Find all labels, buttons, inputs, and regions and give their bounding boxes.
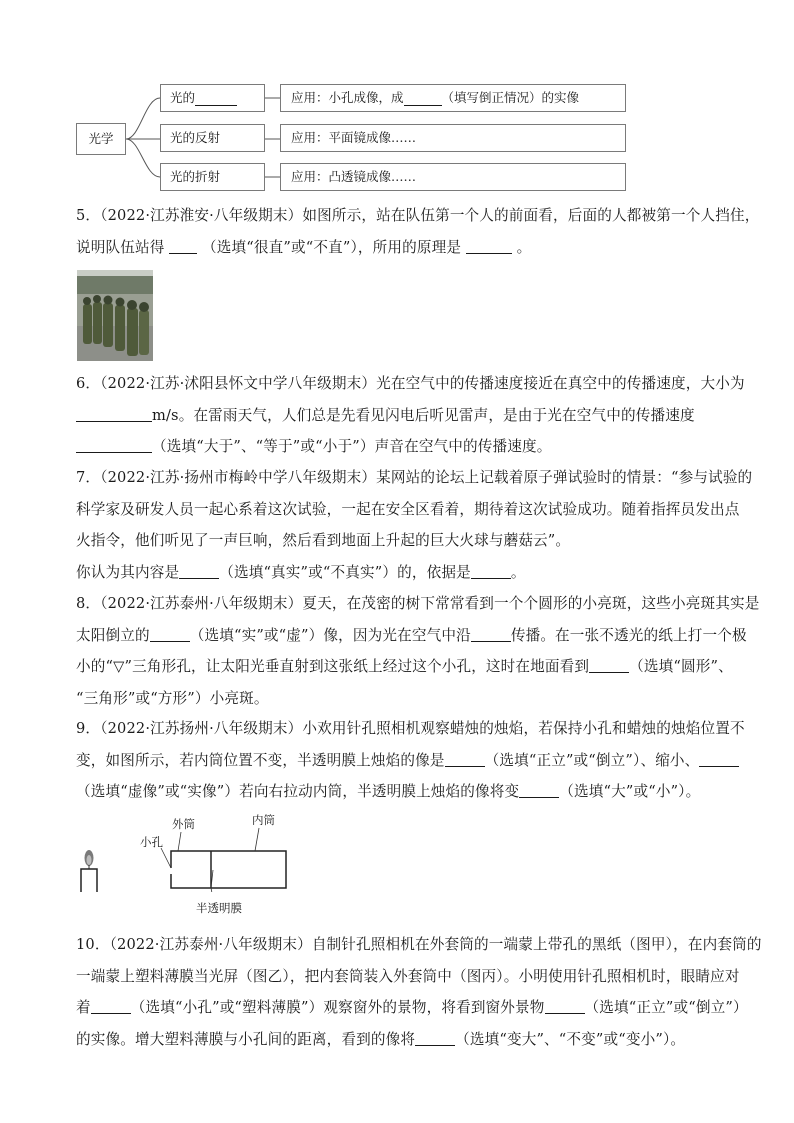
question-line	[76, 232, 716, 264]
question-text: m/s。在雷雨天气，人们总是先看见闪电后听见雷声，是由于光在空气中的传播速度	[152, 406, 695, 424]
branch-label: 光的	[170, 89, 196, 105]
branch-reflection	[160, 124, 265, 152]
answer-blank[interactable]	[76, 438, 152, 453]
answer-blank[interactable]	[76, 407, 152, 422]
film-label: 半透明膜	[196, 901, 242, 915]
question-line	[76, 776, 716, 808]
mindmap-root	[76, 123, 126, 155]
question-text: 8．（2022·江苏泰州·八年级期末）夏天，在茂密的树下常常看到一个个圆形的小亮斑，这些小亮斑其实是	[76, 595, 760, 612]
answer-blank[interactable]	[519, 783, 559, 798]
answer-blank[interactable]	[445, 752, 485, 767]
answer-blank[interactable]	[471, 564, 511, 579]
question-line	[76, 400, 716, 432]
branch-label: 光的折射	[170, 168, 221, 184]
application-text: （填写倒正情况）的实像	[441, 89, 580, 105]
pinhole-camera-diagram	[70, 808, 310, 892]
application-box-3	[280, 163, 626, 191]
question-line	[76, 1024, 716, 1056]
question-text: （选填“小孔”或“塑料薄膜”）观察窗外的景物，将看到窗外景物	[130, 999, 545, 1016]
question-7	[76, 462, 753, 588]
answer-blank[interactable]	[589, 658, 629, 673]
question-text: 5．（2022·江苏淮安·八年级期末）如图所示，站在队伍第一个人的前面看，后面的人都被第一个人挡住，	[76, 207, 760, 224]
question-text: 说明队伍站得	[76, 238, 170, 256]
question-text: 7．（2022·江苏·扬州市梅岭中学八年级期末）某网站的论坛上记载着原子弹试验时的情景：“参与试验的	[76, 469, 753, 486]
question-text: 变，如图所示，若内筒位置不变，半透明膜上烛焰的像是	[76, 751, 445, 769]
question-text: 太阳倒立的	[76, 626, 150, 644]
question-text: 小的“▽”三角形孔，让太阳光垂直射到这张纸上经过这个小孔，这时在地面看到	[76, 658, 590, 675]
soldiers-queue-photo	[77, 270, 153, 361]
answer-blank[interactable]	[545, 999, 585, 1014]
question-line	[76, 557, 716, 589]
application-text: 应用：凸透镜成像……	[291, 168, 417, 184]
question-text: （选填“变大”、“不变”或“变小”）。	[455, 1030, 686, 1048]
answer-blank[interactable]	[91, 999, 131, 1014]
question-10	[76, 929, 762, 1055]
answer-blank[interactable]	[471, 627, 511, 642]
answer-blank[interactable]	[404, 91, 442, 106]
question-line	[76, 620, 747, 652]
application-text: 应用：小孔成像，成	[291, 89, 404, 105]
application-box-1	[280, 84, 626, 112]
answer-blank[interactable]	[699, 752, 739, 767]
question-text: （选填“圆形”、	[629, 658, 733, 675]
candle-icon	[81, 850, 97, 892]
question-text: 传播。在一张不透光的纸上打一个极	[510, 626, 747, 644]
answer-blank[interactable]	[179, 564, 219, 579]
answer-blank[interactable]	[466, 239, 512, 254]
answer-blank[interactable]	[169, 239, 197, 254]
answer-blank[interactable]	[150, 627, 190, 642]
branch-propagation	[160, 84, 265, 112]
question-8	[76, 588, 760, 714]
question-line	[76, 992, 748, 1024]
question-text: （选填“很直”或“不直”），所用的原理是	[197, 238, 466, 256]
branch-label: 光的反射	[170, 129, 221, 145]
question-5	[76, 200, 760, 263]
question-text: 10．（2022·江苏泰州·八年级期末）自制针孔照相机在外套筒的一端蒙上带孔的黑纸（图甲），在内套筒的	[76, 936, 762, 953]
question-text: 一端蒙上塑料薄膜当光屏（图乙），把内套筒装入外套筒中（图丙）。小明使用针孔照相机时，眼睛应对	[76, 967, 740, 985]
mindmap-root-label: 光学	[88, 130, 114, 146]
question-text: （选填“大”或“小”）。	[559, 783, 701, 800]
question-text: 。	[511, 238, 532, 256]
question-text: （选填“实”或“虚”）像，因为光在空气中沿	[189, 626, 471, 644]
answer-blank[interactable]	[195, 91, 237, 106]
application-text: 应用：平面镜成像……	[291, 129, 417, 145]
question-text: 你认为其内容是	[76, 563, 180, 581]
answer-blank[interactable]	[415, 1031, 455, 1046]
inner-tube-label: 内筒	[252, 813, 275, 827]
question-line	[76, 651, 733, 683]
question-line	[76, 431, 716, 463]
branch-refraction	[160, 163, 265, 191]
application-box-2	[280, 124, 626, 152]
connector-bottom	[126, 139, 160, 177]
question-text: 火指令，他们听见了一声巨响，然后看到地面上升起的巨大火球与蘑菇云”。	[76, 532, 571, 549]
question-text: 的实像。增大塑料薄膜与小孔间的距离，看到的像将	[76, 1030, 416, 1048]
question-text: 6．（2022·江苏·沭阳县怀文中学八年级期末）光在空气中的传播速度接近在真空中的传播速度，大小为	[76, 375, 745, 392]
question-9	[76, 713, 745, 808]
connector-top	[126, 98, 160, 139]
question-text: （选填“正立”或“倒立”）、缩小、	[484, 751, 700, 769]
question-text: （选填“大于”、“等于”或“小于”）声音在空气中的传播速度。	[152, 438, 552, 455]
outer-tube-label: 外筒	[172, 817, 195, 831]
question-text: （选填“真实”或“不真实”）的，依据是	[219, 563, 471, 581]
question-text: （选填“虚像”或“实像”）若向右拉动内筒，半透明膜上烛焰的像将变	[76, 783, 520, 800]
outer-tube	[171, 851, 286, 888]
question-text: “三角形”或“方形”）小亮斑。	[76, 689, 269, 707]
pinhole-label: 小孔	[140, 835, 163, 849]
question-text: 着	[76, 999, 91, 1016]
question-text: 9．（2022·江苏扬州·八年级期末）小欢用针孔照相机观察蜡烛的烛焰，若保持小孔和蜡烛的烛焰位置不	[76, 720, 745, 737]
question-line	[76, 745, 716, 777]
question-text: 。	[510, 563, 526, 581]
question-text: （选填“正立”或“倒立”）	[584, 999, 748, 1016]
question-6	[76, 368, 745, 463]
question-text: 科学家及研发人员一起心系着这次试验，一起在安全区看着，期待着这次试验成功。随着指挥员发出点	[76, 500, 740, 518]
